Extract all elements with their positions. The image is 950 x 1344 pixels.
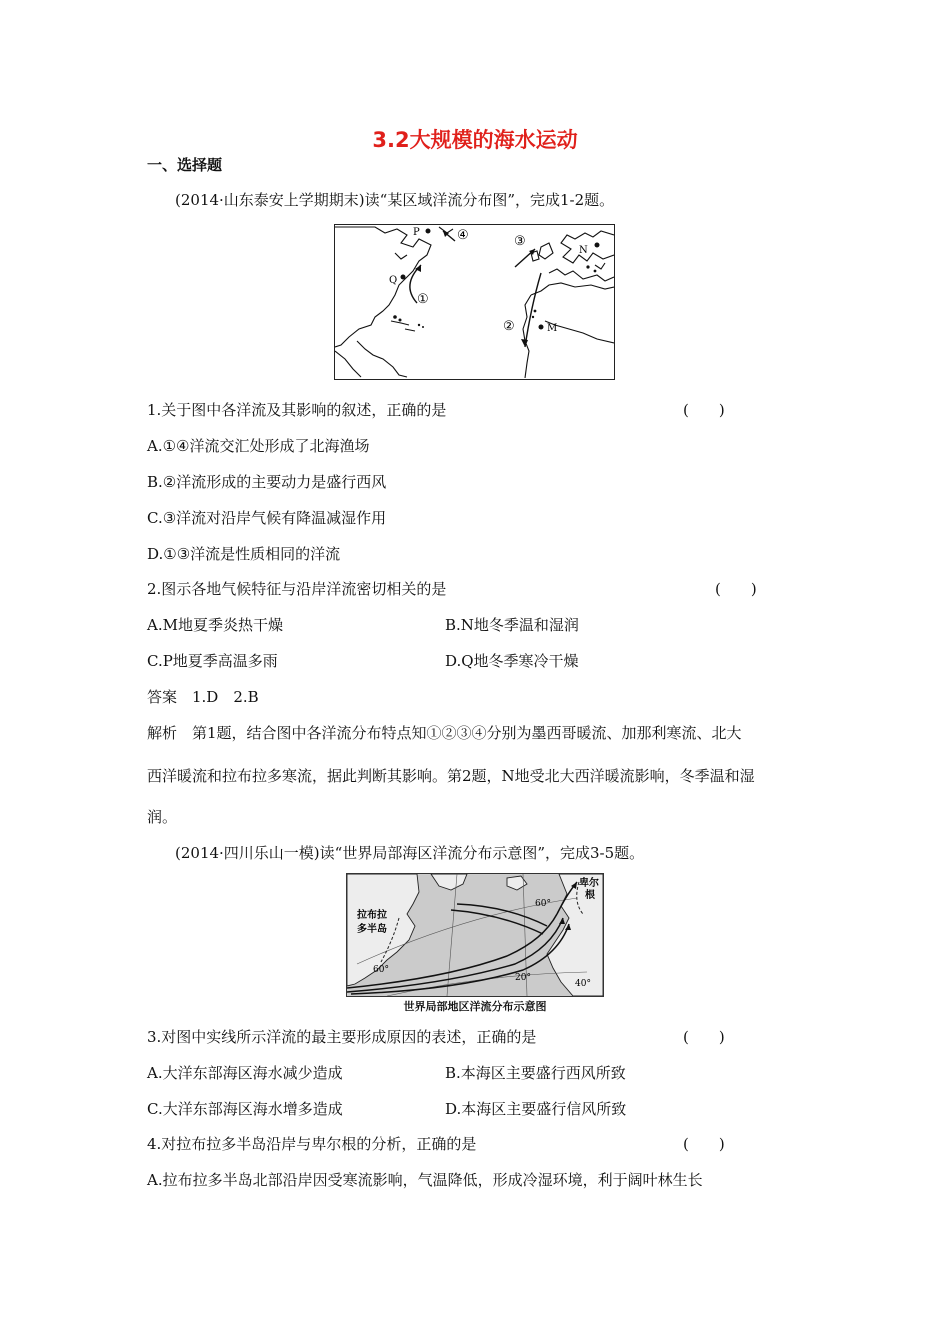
question-3-option-c: C.大洋东部海区海水增多造成 — [147, 1100, 343, 1118]
question-2-stem: 2.图示各地气候特征与沿岸洋流密切相关的是 — [147, 580, 447, 598]
question-1-answer-blank: ( ) — [683, 401, 725, 419]
intro-text-2: (2014·四川乐山一模)读“世界局部海区洋流分布示意图”，完成3-5题。 — [175, 844, 645, 862]
question-3-option-a: A.大洋东部海区海水减少造成 — [147, 1064, 343, 1082]
label-lat-40: 40° — [575, 979, 591, 989]
question-4-option-a: A.拉布拉多半岛北部沿岸因受寒流影响，气温降低，形成冷湿环境，利于阔叶林生长 — [147, 1171, 703, 1189]
question-3-answer-blank: ( ) — [683, 1028, 725, 1046]
question-1-option-c: C.③洋流对沿岸气候有降温减湿作用 — [147, 509, 387, 527]
label-n: N — [579, 245, 588, 256]
label-current-2: ② — [503, 319, 515, 334]
analysis-line-3: 润。 — [147, 808, 178, 826]
label-current-1: ① — [417, 292, 429, 307]
label-current-4: ④ — [457, 228, 469, 243]
question-2-option-d: D.Q地冬季寒冷干燥 — [445, 652, 579, 670]
label-bergen-2: 根 — [585, 890, 595, 901]
question-1-stem: 1.关于图中各洋流及其影响的叙述，正确的是 — [147, 401, 447, 419]
question-3-stem: 3.对图中实线所示洋流的最主要形成原因的表述，正确的是 — [147, 1028, 537, 1046]
map-2-caption: 世界局部地区洋流分布示意图 — [403, 1000, 547, 1013]
label-q: Q — [389, 275, 398, 286]
question-4-stem: 4.对拉布拉多半岛沿岸与卑尔根的分析，正确的是 — [147, 1135, 477, 1153]
label-labrador-1: 拉布拉 — [357, 910, 387, 921]
analysis-line-2: 西洋暖流和拉布拉多寒流，据此判断其影响。第2题，N地受北大西洋暖流影响，冬季温和湿 — [147, 767, 755, 785]
current-map-2 — [346, 873, 604, 997]
label-labrador-2: 多半岛 — [357, 924, 387, 935]
label-m: M — [547, 323, 558, 334]
question-2-option-a: A.M地夏季炎热干燥 — [147, 616, 283, 634]
label-lat-60-right: 60° — [535, 899, 551, 909]
label-current-3: ③ — [514, 234, 526, 249]
label-bergen-1: 卑尔 — [579, 878, 599, 889]
question-3-option-b: B.本海区主要盛行西风所致 — [445, 1064, 626, 1082]
label-p: P — [413, 227, 420, 238]
question-3-option-d: D.本海区主要盛行信风所致 — [445, 1100, 627, 1118]
question-2-answer-blank: ( ) — [715, 580, 757, 598]
question-1-option-a: A.①④洋流交汇处形成了北海渔场 — [147, 437, 370, 455]
current-map-1 — [334, 224, 615, 380]
question-1-option-d: D.①③洋流是性质相同的洋流 — [147, 545, 341, 563]
label-lon-20: 20° — [515, 973, 531, 983]
label-lat-60-left: 60° — [373, 965, 389, 975]
question-4-answer-blank: ( ) — [683, 1135, 725, 1153]
analysis-line-1: 解析 第1题，结合图中各洋流分布特点知①②③④分别为墨西哥暖流、加那利寒流、北大 — [147, 724, 742, 742]
question-2-option-c: C.P地夏季高温多雨 — [147, 652, 278, 670]
intro-text-1: (2014·山东泰安上学期期末)读“某区域洋流分布图”，完成1-2题。 — [175, 191, 615, 209]
question-1-option-b: B.②洋流形成的主要动力是盛行西风 — [147, 473, 387, 491]
answer-line: 答案 1.D 2.B — [147, 688, 259, 706]
question-2-option-b: B.N地冬季温和湿润 — [445, 616, 579, 634]
page-title: 3.2大规模的海水运动 — [372, 128, 578, 152]
section-heading: 一、选择题 — [147, 156, 223, 174]
